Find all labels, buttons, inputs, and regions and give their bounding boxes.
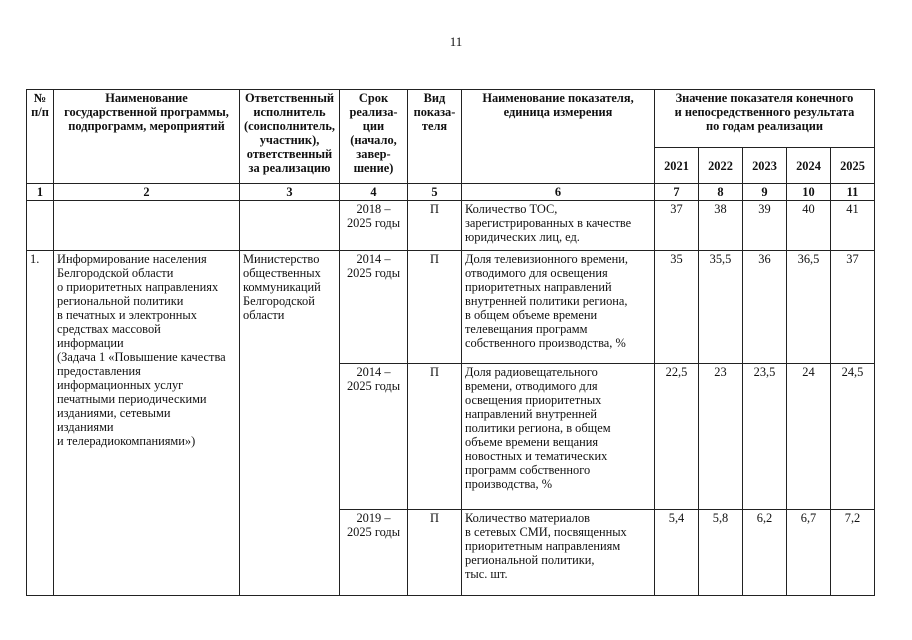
row-kind: П [408, 201, 462, 251]
row-value: 7,2 [831, 510, 875, 596]
row-indicator: Количество материалов в сетевых СМИ, посвященных приоритетным направлениям региональной политики, тыс. шт. [462, 510, 655, 596]
row-value: 39 [743, 201, 787, 251]
row-term: 2018 – 2025 годы [340, 201, 408, 251]
row-value: 6,2 [743, 510, 787, 596]
row-term: 2014 – 2025 годы [340, 251, 408, 364]
table-row [27, 201, 875, 251]
row-value: 24,5 [831, 364, 875, 510]
row-value: 22,5 [655, 364, 699, 510]
header-values-group: Значение показателя конечного и непосредственного результата по годам реализации [655, 90, 875, 148]
row-kind: П [408, 251, 462, 364]
indicators-table [26, 89, 875, 596]
row-value: 35,5 [699, 251, 743, 364]
group-no: 1. [27, 251, 54, 596]
row-value: 5,4 [655, 510, 699, 596]
table-row [27, 251, 875, 364]
row-value: 37 [655, 201, 699, 251]
column-number: 11 [831, 184, 875, 201]
column-number: 5 [408, 184, 462, 201]
row-value: 36,5 [787, 251, 831, 364]
row-value: 24 [787, 364, 831, 510]
header-responsible: Ответственный исполнитель (соисполнитель, участник), ответственный за реализацию [240, 90, 340, 184]
row-value: 37 [831, 251, 875, 364]
row-value: 5,8 [699, 510, 743, 596]
row-kind: П [408, 364, 462, 510]
row-term: 2019 – 2025 годы [340, 510, 408, 596]
column-numbers-row [27, 184, 875, 201]
row-indicator: Доля телевизионного времени, отводимого для освещения приоритетных направлений внутренней политики региона, в общем объеме времени телевещания программ собственного производства, % [462, 251, 655, 364]
row-kind: П [408, 510, 462, 596]
header-year: 2025 [831, 148, 875, 184]
row-name-cell [54, 201, 240, 251]
header-term: Срок реализа- ции (начало, завер- шение) [340, 90, 408, 184]
row-no-cell [27, 201, 54, 251]
row-value: 6,7 [787, 510, 831, 596]
header-year: 2023 [743, 148, 787, 184]
row-responsible-cell [240, 201, 340, 251]
group-name: Информирование населения Белгородской области о приоритетных направлениях региональной политики в печатных и электронных средствах массовой информации (Задача 1 «Повышение качества предоставления информационных услуг печатными периодическими изданиями, сетевыми изданиями и телерадиокомпаниями») [54, 251, 240, 596]
header-indicator: Наименование показателя, единица измерения [462, 90, 655, 184]
row-value: 23,5 [743, 364, 787, 510]
column-number: 9 [743, 184, 787, 201]
column-number: 10 [787, 184, 831, 201]
group-responsible: Министерство общественных коммуникаций Белгородской области [240, 251, 340, 596]
row-indicator: Количество ТОС, зарегистрированных в качестве юридических лиц, ед. [462, 201, 655, 251]
header-year: 2022 [699, 148, 743, 184]
column-number: 1 [27, 184, 54, 201]
row-value: 36 [743, 251, 787, 364]
row-value: 40 [787, 201, 831, 251]
header-kind: Вид показа- теля [408, 90, 462, 184]
row-value: 35 [655, 251, 699, 364]
header-year: 2024 [787, 148, 831, 184]
column-number: 2 [54, 184, 240, 201]
column-number: 3 [240, 184, 340, 201]
row-value: 23 [699, 364, 743, 510]
header-no: № п/п [27, 90, 54, 184]
column-number: 6 [462, 184, 655, 201]
column-number: 4 [340, 184, 408, 201]
column-number: 8 [699, 184, 743, 201]
page-number: 11 [449, 34, 463, 49]
row-value: 38 [699, 201, 743, 251]
row-indicator: Доля радиовещательного времени, отводимого для освещения приоритетных направлений внутренней политики региона, в общем объеме времени вещания новостных и тематических программ собственного производства, % [462, 364, 655, 510]
row-value: 41 [831, 201, 875, 251]
header-name: Наименование государственной программы, подпрограмм, мероприятий [54, 90, 240, 184]
header-year: 2021 [655, 148, 699, 184]
row-term: 2014 – 2025 годы [340, 364, 408, 510]
column-number: 7 [655, 184, 699, 201]
